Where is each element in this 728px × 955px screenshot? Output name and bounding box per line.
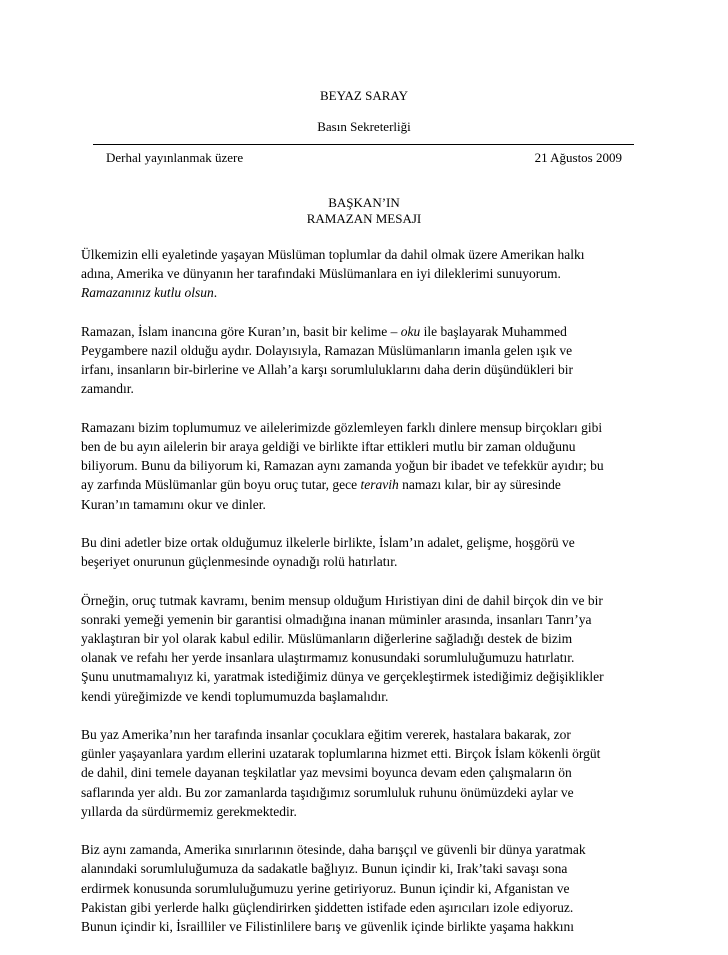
text-line: yıllarda da sürdürmemiz gerekmektedir. <box>81 803 297 819</box>
paragraph-7 <box>81 840 651 936</box>
text-line: alanındaki sorumluluğumuza da sadakatle bağlıyız. Bunun içindir ki, Irak’taki savaşı sona <box>81 861 568 877</box>
text-line: erdirmek konusunda sorumluluğumuzu yerine getiriyoruz. Bunun içindir ki, Afganistan ve <box>81 880 570 896</box>
paragraph-4 <box>81 533 651 571</box>
italic-word: oku <box>400 323 421 339</box>
text-line: adına, Amerika ve dünyanın her tarafındaki Müslümanlara en iyi dileklerimi sunuyorum. <box>81 266 561 282</box>
text-line: Peygambere nazil olduğu aydır. Dolayısıyla, Ramazan Müslümanların imanla gelen ışık ve <box>81 343 573 358</box>
message-body <box>81 245 651 955</box>
text-line: Ramazanı bizim toplumumuz ve ailelerimizde gözlemleyen farklı dinlere mensup birçokları gibi <box>81 419 603 435</box>
text-line: Bu yaz Amerika’nın her tarafında insanlar çocuklara eğitim vererek, hastalara bakarak, zor <box>81 727 571 742</box>
paragraph-6 <box>81 725 651 821</box>
text-line: Kuran’ın tamamını okur ve dinler. <box>81 496 266 512</box>
text-line: olanak ve refahı her yerde insanlara ulaştırmamız konusundaki sorumluluğumuzu hatırlatır. <box>81 650 575 666</box>
text-line: sonraki yemeği yemenin bir garantisi olmadığına inanan müminler arasında, insanları Tanrı’ya <box>81 611 592 627</box>
text-line: Pakistan gibi yerlerde halkı güçlendirirken şiddetten istifade eden aşırıcıları izole ediyoruz. <box>81 899 574 915</box>
paragraph-3 <box>81 418 651 514</box>
italic-greeting: Ramazanınız kutlu olsun <box>81 285 214 301</box>
text-fragment: ay zarfında Müslümanlar gün boyu oruç tutar, gece <box>81 477 361 493</box>
text-line: ben de bu ayın ailelerin bir araya geldiği ve birlikte iftar ettikleri mutlu bir zaman olduğunu <box>81 439 576 454</box>
text-line: Örneğin, oruç tutmak kavramı, benim mensup olduğum Hıristiyan dini de dahil birçok din ve bir <box>81 592 603 608</box>
text-line: biliyorum. Bunu da biliyorum ki, Ramazan aynı zamanda yoğun bir ibadet ve tefekkür ayıdır; bu <box>81 458 604 474</box>
text-line: Ülkemizin elli eyaletinde yaşayan Müslüman toplumlar da dahil olmak üzere Amerikan halkı <box>81 247 585 262</box>
text-line: günler yaşayanlara yardım ellerini uzatarak toplumlarına hizmet etti. Birçok İslam kökenli örgüt <box>81 746 601 762</box>
text-line: kendi yüreğimizde ve kendi toplumumuzda başlamalıdır. <box>81 688 389 704</box>
office-heading: BEYAZ SARAY <box>319 88 408 103</box>
release-dateline <box>106 150 622 166</box>
header-divider <box>93 144 634 145</box>
paragraph-5 <box>81 591 651 706</box>
text-line: yaklaştıran bir yol olarak kabul edilir. Müslümanların diğerlerine sağladığı destek de bizim <box>81 631 573 646</box>
text-fragment: Ramazan, İslam inancına göre Kuran’ın, basit bir kelime – <box>81 323 401 339</box>
italic-word: teravih <box>360 477 399 493</box>
message-title-line2: RAMAZAN MESAJI <box>306 211 422 226</box>
text-line: beşeriyet onurunun güçlenmesinde oynadığı rolü hatırlatır. <box>81 554 398 570</box>
message-title-line1: BAŞKAN’IN <box>328 195 400 210</box>
text-line: saflarında yer aldı. Bu zor zamanlarda taşıdığımız sorumluluk ruhunu önümüzdeki aylar ve <box>81 784 574 800</box>
text-fragment: . <box>213 285 218 301</box>
text-line: Bu dini adetler bize ortak olduğumuz ilkelerle birlikte, İslam’ın adalet, gelişme, hoşgörü ve <box>81 535 575 550</box>
paragraph-2 <box>81 322 651 399</box>
text-line: zamandır. <box>81 381 134 397</box>
department-heading: Basın Sekreterliği <box>317 119 411 134</box>
text-line: Bunun içindir ki, İsrailliler ve Filistinlilere barış ve güvenlik içinde birlikte yaşama hakkını <box>81 919 575 935</box>
paragraph-1 <box>81 245 651 303</box>
text-line <box>81 283 651 302</box>
text-line: Biz aynı zamanda, Amerika sınırlarının ötesinde, daha barışçıl ve güvenli bir dünya yaratmak <box>81 842 586 858</box>
text-line <box>81 475 651 494</box>
text-line: irfanı, insanların bir-birlerine ve Allah’a karşı sorumluluklarını daha derin düşündükleri bir <box>81 362 573 378</box>
text-line: de dahil, dini temele dayanan teşkilatlar yaz mevsimi boyunca devam eden çalışmaların ön <box>81 765 572 781</box>
text-fragment: ile başlayarak Muhammed <box>420 323 567 339</box>
text-line: Şunu unutmamalıyız ki, yaratmak istediğimiz dünya ve gerçekleştirmek istediğimiz değişiklikler <box>81 669 604 685</box>
release-note: Derhal yayınlanmak üzere <box>106 150 244 165</box>
text-line <box>81 322 651 341</box>
text-fragment: namazı kılar, bir ay süresinde <box>398 477 561 493</box>
release-date: 21 Ağustos 2009 <box>534 150 622 165</box>
